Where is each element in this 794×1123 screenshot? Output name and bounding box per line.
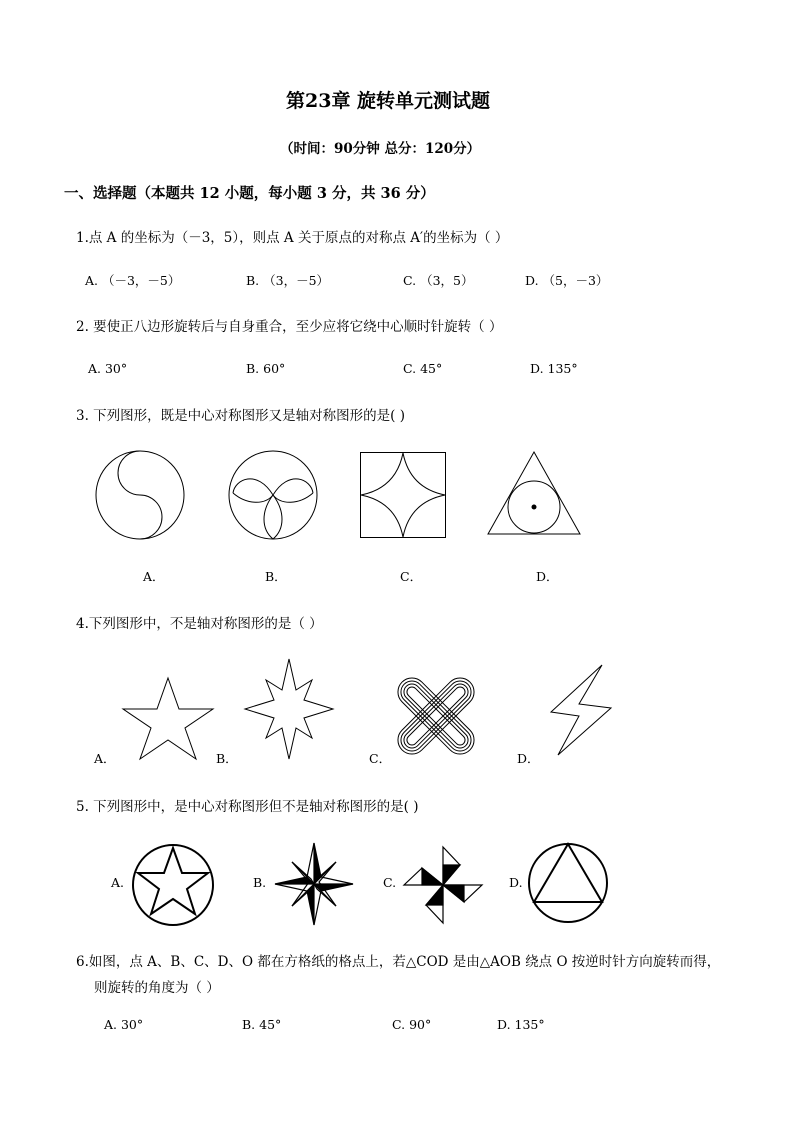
q5-label-b[interactable]: B. <box>253 875 267 890</box>
question-4-stem: 4.下列图形中，不是轴对称图形的是（ ） <box>76 616 323 632</box>
question-1-option-c[interactable]: C. （3，5） <box>403 273 474 288</box>
question-6-option-c[interactable]: C. 90° <box>392 1017 432 1032</box>
question-2-option-b[interactable]: B. 60° <box>246 361 286 376</box>
exam-info: （时间：90分钟 总分：120分） <box>280 141 481 157</box>
q3-label-d[interactable]: D． <box>536 569 559 584</box>
page-title: 第23章 旋转单元测试题 <box>286 90 491 112</box>
q5-figure-a-circle-star-icon <box>132 844 214 926</box>
q3-label-a[interactable]: A． <box>143 569 165 584</box>
question-2-stem: 2. 要使正八边形旋转后与自身重合，至少应将它绕中心顺时针旋转（ ） <box>76 319 503 335</box>
q4-label-b[interactable]: B． <box>216 751 238 766</box>
question-3-stem: 3. 下列图形，既是中心对称图形又是轴对称图形的是( ) <box>76 408 405 424</box>
question-6-option-a[interactable]: A. 30° <box>104 1017 144 1032</box>
question-2-option-d[interactable]: D. 135° <box>530 361 578 376</box>
question-1-option-b[interactable]: B. （3，－5） <box>246 273 330 288</box>
q5-figure-c-pinwheel-icon <box>402 845 484 925</box>
q5-figure-b-compass-rose-icon <box>274 842 354 926</box>
question-1-option-d[interactable]: D. （5，－3） <box>525 273 609 288</box>
q4-label-a[interactable]: A． <box>94 751 116 766</box>
q4-figure-a-star-icon <box>121 676 215 760</box>
q3-figure-c-square-star-icon <box>360 452 446 538</box>
q5-label-c[interactable]: C. <box>383 875 397 890</box>
question-6-option-d[interactable]: D. 135° <box>497 1017 545 1032</box>
section-heading: 一、选择题（本题共 12 小题，每小题 3 分，共 36 分） <box>64 185 435 202</box>
q5-figure-d-circle-triangle-icon <box>528 843 608 923</box>
q4-label-c[interactable]: C． <box>369 751 392 766</box>
q4-figure-d-lightning-icon <box>549 664 613 756</box>
question-6-stem-line-1: 6.如图，点 A、B、C、D、O 都在方格纸的格点上，若△COD 是由△AOB 绕点 O 按逆时针方向旋转而得， <box>76 954 721 970</box>
q5-label-a[interactable]: A. <box>111 875 125 890</box>
q5-label-d[interactable]: D. <box>509 875 523 890</box>
q3-figure-b-trefoil-icon <box>227 449 319 541</box>
q4-label-d[interactable]: D． <box>517 751 540 766</box>
q4-figure-b-eight-point-star-icon <box>244 658 334 760</box>
question-5-stem: 5. 下列图形中，是中心对称图形但不是轴对称图形的是( ) <box>76 799 419 815</box>
q3-figure-d-triangle-circle-icon <box>487 451 581 535</box>
question-1-option-a[interactable]: A. （－3，－5） <box>85 273 181 288</box>
question-6-option-b[interactable]: B. 45° <box>242 1017 282 1032</box>
question-2-option-c[interactable]: C. 45° <box>403 361 443 376</box>
question-6-stem-line-2: 则旋转的角度为（ ） <box>94 980 220 996</box>
q3-label-b[interactable]: B． <box>265 569 287 584</box>
q3-figure-a-yinyang-icon <box>94 449 186 541</box>
q3-label-c[interactable]: C． <box>400 569 423 584</box>
question-1-stem: 1.点 A 的坐标为（－3，5），则点 A 关于原点的对称点 A′的坐标为（ ） <box>76 230 509 246</box>
question-2-option-a[interactable]: A. 30° <box>88 361 128 376</box>
q4-figure-c-knot-icon <box>396 676 476 756</box>
